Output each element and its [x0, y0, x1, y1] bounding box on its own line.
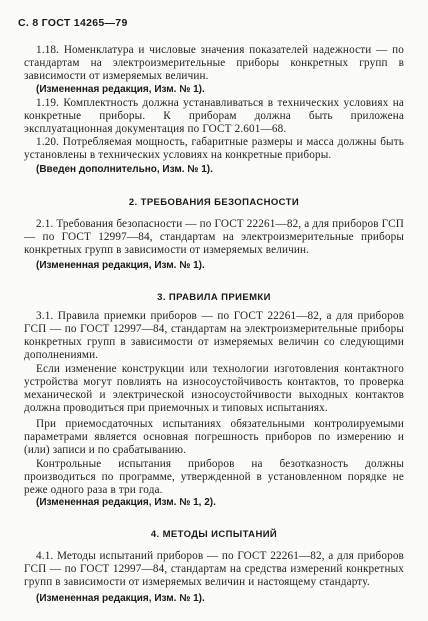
paragraph-3-1-control: Контрольные испытания приборов на безотказность должны производиться по программе, утвержденной в установленном порядке не реже одного раза в три года. — [24, 458, 404, 496]
paragraph-2-1: 2.1. Требования безопасности — по ГОСТ 22261—82, а для приборов ГСП — по ГОСТ 12997—84, стандартам на электроизмерительные приборы конкретных групп в зависимости от измеряемых величин. — [24, 218, 404, 256]
paragraph-3-1-change: Если изменение конструкции или технологии изготовления контактного устройства могут повлиять на износоустойчивость контактов, то проверка механической и электрической износоустойчивости выходных контактов должна проводиться при приемочных и типовых испытаниях. — [24, 363, 404, 414]
revision-note: (Измененная редакция, Изм. № 1). — [36, 260, 205, 271]
revision-note: (Измененная редакция, Изм. № 1). — [36, 84, 205, 95]
paragraph-1-19: 1.19. Комплектность должна устанавливаться в технических условиях на конкретные приборы. К приборам должна быть приложена эксплуатационная документация по ГОСТ 2.601—68. — [24, 97, 404, 135]
revision-note: (Измененная редакция, Изм. № 1, 2). — [36, 497, 216, 508]
section-heading-4: 4. МЕТОДЫ ИСПЫТАНИЙ — [150, 529, 278, 540]
paragraph-4-1: 4.1. Методы испытаний приборов — по ГОСТ 22261—82, а для приборов ГСП — по ГОСТ 12997—84, стандартам на средства измерений конкретных групп в зависимости от измеряемых величин и настоящему стандарту. — [24, 550, 404, 588]
revision-note: (Введен дополнительно, Изм. № 1). — [36, 164, 213, 175]
revision-note: (Измененная редакция, Изм. № 1). — [36, 593, 205, 604]
section-heading-3: 3. ПРАВИЛА ПРИЕМКИ — [157, 292, 271, 303]
paragraph-3-1-acceptance: При приемосдаточных испытаниях обязательными контролируемыми параметрами является основная погрешность приборов по измерению и (или) записи и по срабатыванию. — [24, 418, 404, 456]
paragraph-1-20: 1.20. Потребляемая мощность, габаритные размеры и масса должны быть установлены в технических условиях на конкретные приборы. — [24, 136, 404, 161]
paragraph-3-1: 3.1. Правила приемки приборов — по ГОСТ 22261—82, а для приборов ГСП — по ГОСТ 12997—84, стандартам на электроизмерительные приборы конкретных групп в зависимости от измеряемых величин со следующими дополнениями. — [24, 310, 404, 361]
section-heading-2: 2. ТРЕБОВАНИЯ БЕЗОПАСНОСТИ — [128, 197, 300, 208]
page-header: С. 8 ГОСТ 14265—79 — [18, 17, 128, 29]
paragraph-1-18: 1.18. Номенклатура и числовые значения показателей надежности — по стандартам на электроизмерительные приборы конкретных групп в зависимости от измеряемых величин. — [24, 44, 404, 82]
